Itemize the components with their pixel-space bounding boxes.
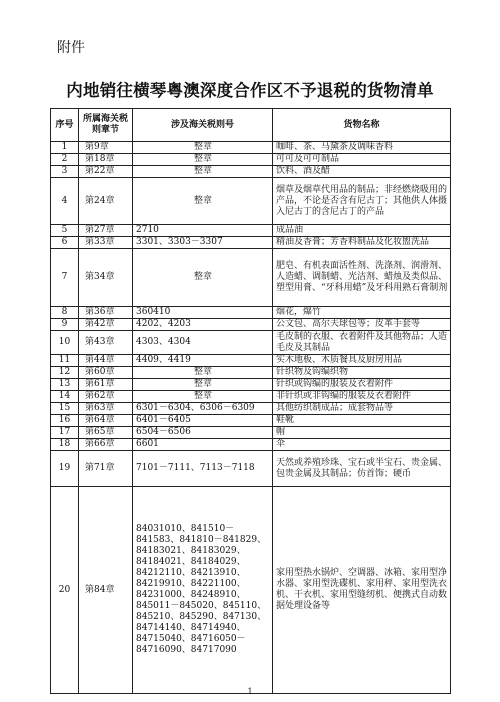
header-goods: 货物名称 [273, 109, 451, 142]
row-heading: 4202、4203 [133, 319, 273, 331]
row-seq: 4 [51, 178, 79, 225]
table-row [51, 249, 451, 307]
row-seq: 20 [51, 487, 79, 694]
row-goods: 天然或养殖珍珠、宝石或半宝石、贵金属、包贵金属及其制品；仿首饰；硬币 [273, 451, 451, 487]
row-chapter: 第71章 [79, 451, 133, 487]
row-heading: 4409、4419 [133, 355, 273, 367]
row-heading: 3301、3303－3307 [133, 237, 273, 249]
row-goods: 鞋靴 [273, 415, 451, 427]
row-seq: 10 [51, 331, 79, 355]
row-chapter: 第61章 [79, 379, 133, 391]
table-row [51, 355, 451, 367]
table-row [51, 391, 451, 403]
row-goods: 公文包、高尔夫球包等；皮革手套等 [273, 319, 451, 331]
goods-table [50, 108, 451, 694]
row-chapter: 第24章 [79, 178, 133, 225]
table-row [51, 403, 451, 415]
table-row [51, 166, 451, 178]
row-goods: 针织物及钩编织物 [273, 367, 451, 379]
row-chapter: 第63章 [79, 403, 133, 415]
table-header-row [51, 109, 451, 142]
row-heading: 4303、4304 [133, 331, 273, 355]
row-heading: 整章 [133, 142, 273, 154]
row-seq: 7 [51, 249, 79, 307]
row-chapter: 第44章 [79, 355, 133, 367]
table-row [51, 307, 451, 319]
row-seq: 11 [51, 355, 79, 367]
annex-label: 附件 [57, 40, 85, 56]
row-chapter: 第27章 [79, 225, 133, 237]
row-chapter: 第22章 [79, 166, 133, 178]
row-goods: 针织或钩编的服装及衣着附件 [273, 379, 451, 391]
row-chapter: 第18章 [79, 154, 133, 166]
row-seq: 12 [51, 367, 79, 379]
row-chapter: 第60章 [79, 367, 133, 379]
row-chapter: 第62章 [79, 391, 133, 403]
document-title: 内地销往横琴粤澳深度合作区不予退税的货物清单 [66, 81, 434, 100]
table-row [51, 331, 451, 355]
table-row [51, 237, 451, 249]
table-row [51, 379, 451, 391]
row-seq: 8 [51, 307, 79, 319]
row-heading: 7101－7111、7113－7118 [133, 451, 273, 487]
row-goods: 实木地板、木质餐具及厨房用品 [273, 355, 451, 367]
row-heading: 2710 [133, 225, 273, 237]
row-chapter: 第43章 [79, 331, 133, 355]
table-row [51, 178, 451, 225]
table-row [51, 225, 451, 237]
row-chapter: 第64章 [79, 415, 133, 427]
row-seq: 17 [51, 427, 79, 439]
row-seq: 2 [51, 154, 79, 166]
row-seq: 9 [51, 319, 79, 331]
row-heading: 6504－6506 [133, 427, 273, 439]
header-heading: 涉及海关税则号 [133, 109, 273, 142]
row-chapter: 第66章 [79, 439, 133, 451]
row-chapter: 第33章 [79, 237, 133, 249]
row-chapter: 第36章 [79, 307, 133, 319]
row-heading: 整章 [133, 391, 273, 403]
row-goods: 家用型热水锅炉、空调器、冰箱、家用型净水器、家用型洗碟机、家用秤、家用型洗衣机、干衣机、家用型缝纫机、便携式自动数据处理设备等 [273, 487, 451, 694]
row-goods: 烟草及烟草代用品的制品；非经燃烧吸用的产品，不论是否含有尼古丁；其他供人体摄入尼古丁的含尼古丁的产品 [273, 178, 451, 225]
row-heading: 整章 [133, 379, 273, 391]
row-heading: 6301－6304、6306－6309 [133, 403, 273, 415]
table-row [51, 319, 451, 331]
row-goods: 帽 [273, 427, 451, 439]
row-seq: 16 [51, 415, 79, 427]
row-goods: 其他纺织制成品；成套物品等 [273, 403, 451, 415]
row-heading: 整章 [133, 249, 273, 307]
row-seq: 19 [51, 451, 79, 487]
table-row [51, 367, 451, 379]
table-row [51, 154, 451, 166]
row-goods: 毛皮制的衣服、衣着附件及其他物品；人造毛皮及其制品 [273, 331, 451, 355]
table-row [51, 142, 451, 154]
row-seq: 6 [51, 237, 79, 249]
table-body [51, 142, 451, 694]
row-goods: 饮料、酒及醋 [273, 166, 451, 178]
row-seq: 18 [51, 439, 79, 451]
row-goods: 肥皂、有机表面活性剂、洗涤剂、润滑剂、人造蜡、调制蜡、光洁剂、蜡烛及类似品、塑型用膏、“牙科用蜡”及牙科用熟石膏制剂 [273, 249, 451, 307]
row-goods: 精油及香膏；芳香料制品及化妆盥洗品 [273, 237, 451, 249]
row-seq: 1 [51, 142, 79, 154]
row-goods: 伞 [273, 439, 451, 451]
table-row [51, 439, 451, 451]
row-goods: 非针织或非钩编的服装及衣着附件 [273, 391, 451, 403]
row-heading: 整章 [133, 178, 273, 225]
row-heading: 整章 [133, 166, 273, 178]
row-heading: 84031010、841510－841583、841810－841829、84183021、84183029、84184021、84184029、84212110、84213910、84219910、84221100、84231000、84248910、845011－845020、845110、845210、845290、847130、84714140、84714940、84715040、84716050－84716090、84717090 [133, 487, 273, 694]
row-heading: 整章 [133, 154, 273, 166]
row-goods: 成品油 [273, 225, 451, 237]
table-row [51, 487, 451, 694]
row-seq: 15 [51, 403, 79, 415]
row-heading: 整章 [133, 367, 273, 379]
row-seq: 13 [51, 379, 79, 391]
row-seq: 5 [51, 225, 79, 237]
row-seq: 3 [51, 166, 79, 178]
row-chapter: 第84章 [79, 487, 133, 694]
row-chapter: 第9章 [79, 142, 133, 154]
row-heading: 6401－6405 [133, 415, 273, 427]
row-goods: 可可及可可制品 [273, 154, 451, 166]
row-heading: 6601 [133, 439, 273, 451]
row-chapter: 第65章 [79, 427, 133, 439]
header-chapter: 所属海关税则章节 [79, 109, 133, 142]
page-number: 1 [247, 687, 253, 696]
row-goods: 烟花，爆竹 [273, 307, 451, 319]
table-row [51, 427, 451, 439]
row-chapter: 第34章 [79, 249, 133, 307]
row-goods: 咖啡、茶、马黛茶及调味香料 [273, 142, 451, 154]
table-row [51, 415, 451, 427]
table-row [51, 451, 451, 487]
row-seq: 14 [51, 391, 79, 403]
row-heading: 360410 [133, 307, 273, 319]
header-seq: 序号 [51, 109, 79, 142]
row-chapter: 第42章 [79, 319, 133, 331]
